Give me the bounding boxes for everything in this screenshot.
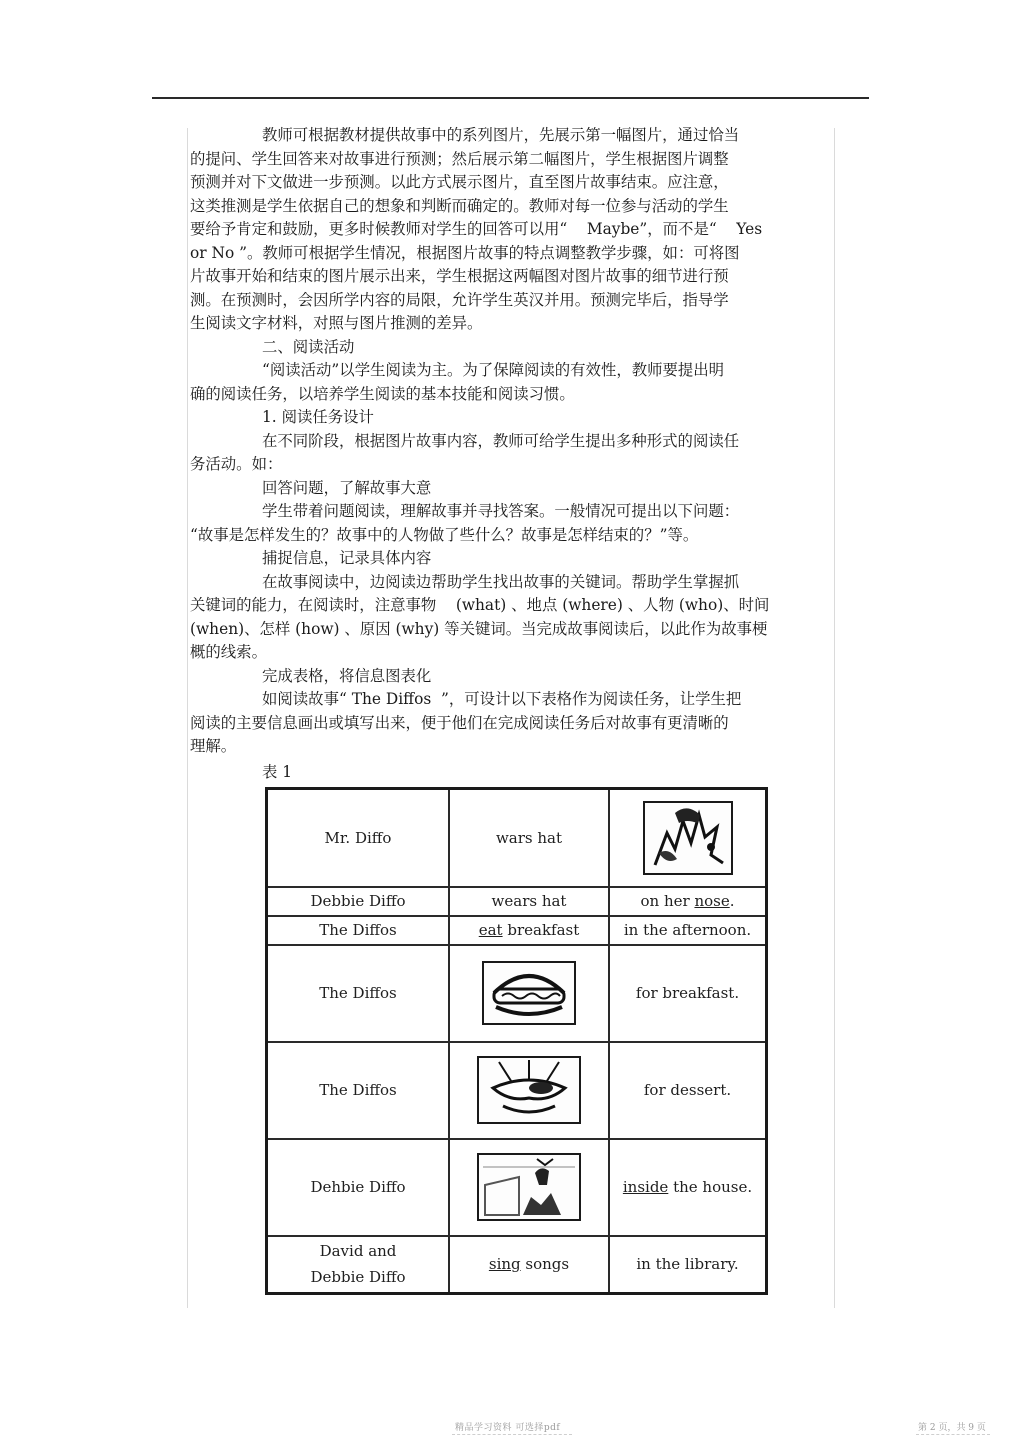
table-cell (609, 789, 767, 887)
table-cell (267, 1236, 450, 1294)
item-heading: 捕捉信息，记录具体内容 (262, 549, 432, 567)
left-margin-line (187, 128, 188, 1308)
table-cell (609, 1139, 767, 1236)
header-rule (152, 97, 869, 99)
table-row (267, 789, 767, 887)
table-cell (449, 1139, 609, 1236)
table-cell (449, 916, 609, 945)
cell-text: . (729, 892, 735, 910)
table-row (267, 1236, 767, 1294)
cell-text-underlined: sing (488, 1255, 521, 1274)
table-row (267, 916, 767, 945)
table-cell: Dehbie Diffo (267, 1139, 450, 1236)
page-number: 第 2 页，共 9 页 (918, 1423, 986, 1433)
footer-divider (916, 1434, 990, 1435)
table-cell: in the library. (609, 1236, 767, 1294)
subsection-heading: 1. 阅读任务设计 (262, 408, 374, 426)
table-cell: for breakfast. (609, 945, 767, 1042)
table-cell: The Diffos (267, 1042, 450, 1139)
cell-text: David and (319, 1242, 397, 1261)
table-cell: for dessert. (609, 1042, 767, 1139)
document-body (190, 124, 800, 759)
table-cell (449, 1042, 609, 1139)
paragraph-line: 学生带着问题阅读，理解故事并寻找答案。一般情况可提出以下问题： (262, 502, 740, 520)
table-row (267, 1042, 767, 1139)
item-heading: 回答问题，了解故事大意 (262, 478, 432, 497)
house-picture-icon (477, 1153, 581, 1221)
paragraph-line: 如阅读故事“ The Diffos ”，可设计以下表格作为阅读任务，让学生把 (262, 690, 742, 708)
table-cell: wars hat (449, 789, 609, 887)
footer-divider (452, 1434, 572, 1435)
paragraph-line: or No ”。教师可根据学生情况，根据图片故事的特点调整教学步骤，如：可将图 (190, 243, 740, 262)
paragraph-line: “阅读活动”以学生阅读为主。为了保障阅读的有效性，教师要提出明 (262, 361, 725, 379)
table-cell (609, 887, 767, 916)
table-caption: 表 1 (262, 763, 293, 781)
paragraph-line: 关键词的能力，在阅读时，注意事物 (what) 、地点 (where) 、人物 (who)、时间 (190, 596, 770, 614)
paragraph-line: 教师可根据教材提供故事中的系列图片，先展示第一幅图片，通过恰当 (262, 126, 740, 144)
paragraph-line: (when)、怎样 (how) 、原因 (why) 等关键词。当完成故事阅读后，以此作为故事梗 (190, 619, 768, 638)
table-cell: Debbie Diffo (267, 887, 450, 916)
paragraph-line: 预测并对下文做进一步预测。以此方式展示图片，直至图片故事结束。应注意， (190, 173, 729, 191)
table-row (267, 887, 767, 916)
table-cell: The Diffos (267, 945, 450, 1042)
cell-text: the house. (668, 1178, 753, 1196)
cell-text: Debbie Diffo (310, 1268, 406, 1287)
right-margin-line (834, 128, 835, 1308)
paragraph-line: 测。在预测时，会因所学内容的局限，允许学生英汉并用。预测完毕后，指导学 (190, 290, 729, 309)
paragraph-line: 在不同阶段，根据图片故事内容，教师可给学生提出多种形式的阅读任 (262, 431, 740, 450)
section-heading: 二、阅读活动 (262, 337, 355, 356)
table-cell: Mr. Diffo (267, 789, 450, 887)
table-cell: The Diffos (267, 916, 450, 945)
food-picture-icon (482, 961, 576, 1025)
paragraph-line: 要给予肯定和鼓励，更多时候教师对学生的回答可以用“ Maybe”，而不是“ Yes (190, 220, 763, 238)
paragraph-line: 务活动。如： (190, 455, 283, 473)
paragraph-line: 确的阅读任务，以培养学生阅读的基本技能和阅读习惯。 (190, 384, 575, 403)
dessert-picture-icon (477, 1056, 581, 1124)
cell-text-underlined: nose (694, 892, 730, 910)
cell-text-underlined: eat (478, 921, 503, 939)
table-row (267, 945, 767, 1042)
table-cell: in the afternoon. (609, 916, 767, 945)
paragraph-line: 在故事阅读中，边阅读边帮助学生找出故事的关键词。帮助学生掌握抓 (262, 572, 740, 591)
paragraph-line: 这类推测是学生依据自己的想象和判断而确定的。教师对每一位参与活动的学生 (190, 196, 729, 215)
cell-text: songs (520, 1255, 570, 1274)
table-cell (449, 1236, 609, 1294)
item-heading: 完成表格，将信息图表化 (262, 666, 432, 685)
table-row (267, 1139, 767, 1236)
paragraph-line: 理解。 (190, 737, 237, 755)
cell-text: on her (640, 892, 695, 910)
paragraph-line: 的提问、学生回答来对故事进行预测；然后展示第二幅图片，学生根据图片调整 (190, 149, 729, 168)
paragraph-line: “故事是怎样发生的？故事中的人物做了些什么？故事是怎样结束的？”等。 (190, 525, 699, 544)
paragraph-line: 阅读的主要信息画出或填写出来，便于他们在完成阅读任务后对故事有更清晰的 (190, 713, 729, 732)
paragraph-line: 生阅读文字材料，对照与图片推测的差异。 (190, 314, 483, 332)
hat-picture-icon (643, 801, 733, 875)
table-cell (449, 945, 609, 1042)
cell-text-underlined: inside (622, 1178, 669, 1196)
table-cell: wears hat (449, 887, 609, 916)
footer-watermark: 精品学习资料 可选择pdf (455, 1423, 561, 1433)
paragraph-line: 概的线索。 (190, 643, 267, 661)
cell-text: breakfast (502, 921, 580, 939)
paragraph-line: 片故事开始和结束的图片展示出来，学生根据这两幅图对图片故事的细节进行预 (190, 267, 729, 285)
story-table (265, 787, 768, 1295)
